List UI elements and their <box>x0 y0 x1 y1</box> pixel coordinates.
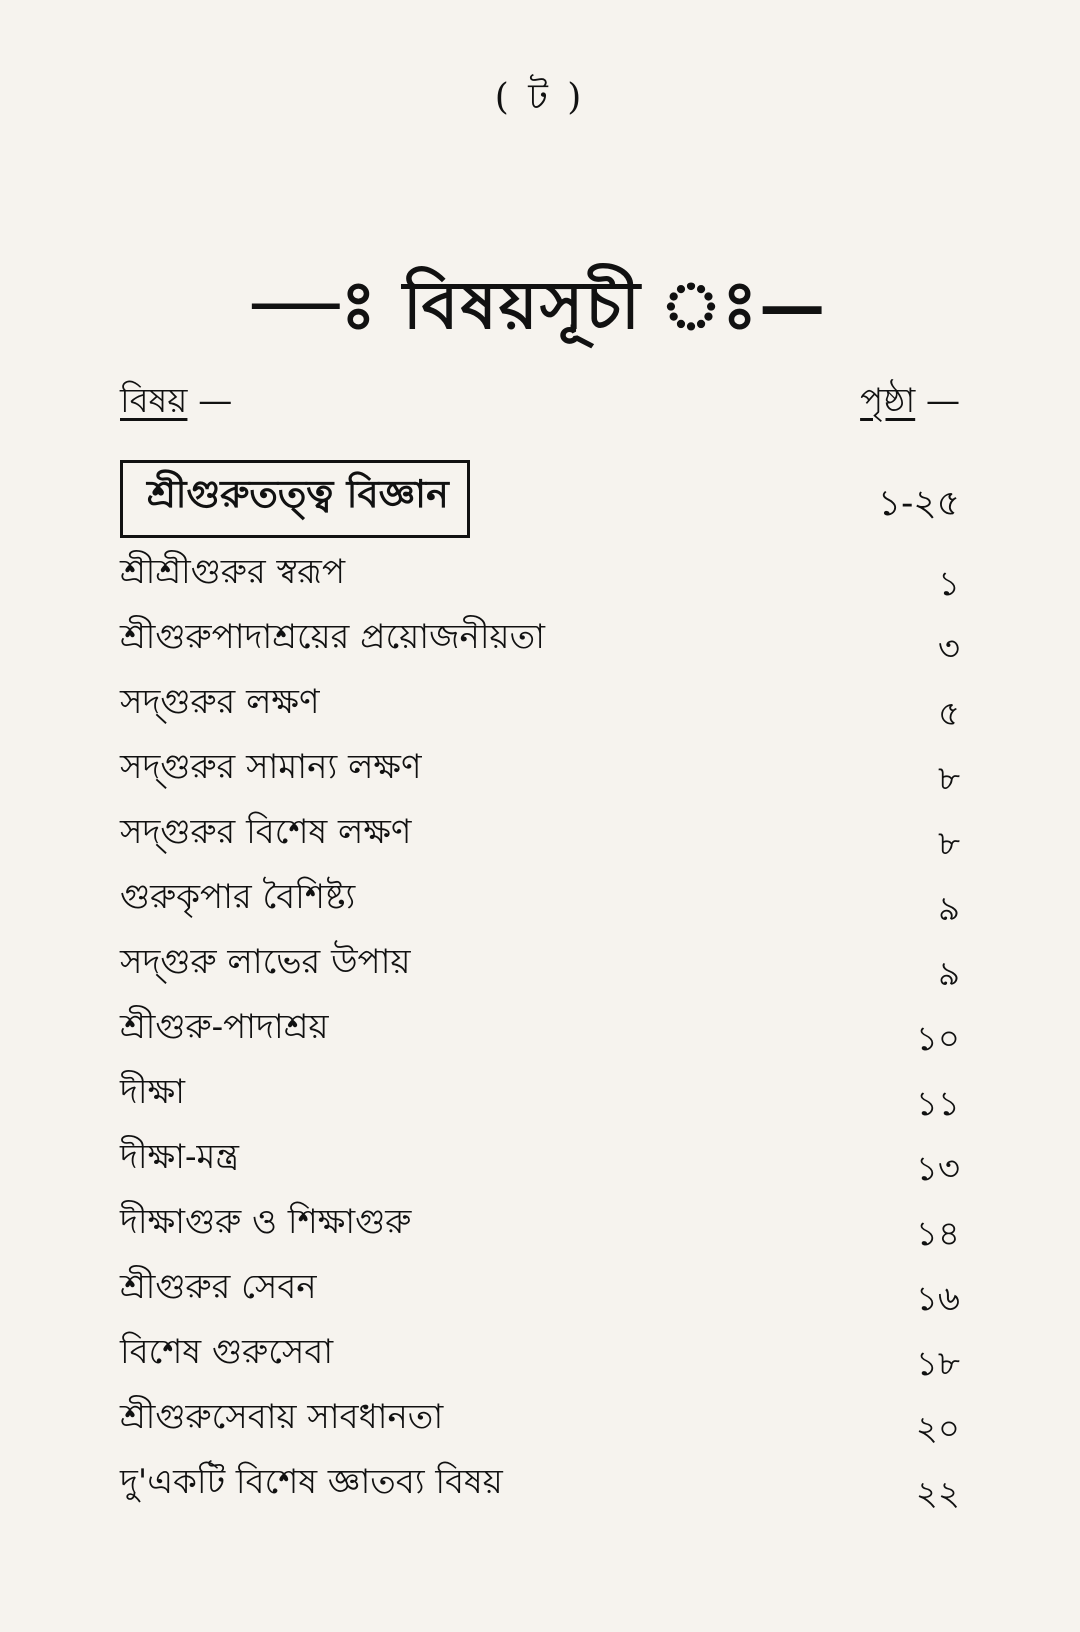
toc-entry-page: ১৩ <box>915 1149 960 1189</box>
page-column-header <box>860 375 960 432</box>
toc-entry <box>120 930 960 995</box>
toc-entry-page: ১১ <box>915 1084 960 1124</box>
toc-entry <box>120 800 960 865</box>
toc-entry-page: ৯ <box>937 954 960 994</box>
toc-entry-page: ৮ <box>937 759 960 799</box>
toc-entry-title: সদ্‌গুরু লাভের উপায় <box>120 942 411 982</box>
toc-entry <box>120 1320 960 1385</box>
toc-entry <box>120 605 960 670</box>
toc-entry <box>120 670 960 735</box>
toc-entry-title: সদ্‌গুরুর বিশেষ লক্ষণ <box>120 812 412 852</box>
section-heading-row <box>120 460 960 524</box>
toc-entry <box>120 540 960 605</box>
section-title: শ্রীগুরুতত্ত্ব বিজ্ঞান <box>120 460 470 538</box>
toc-entry-title: দীক্ষা <box>120 1072 185 1112</box>
toc-entry-page: ২২ <box>915 1474 960 1514</box>
section-page-range: ১-২৫ <box>877 483 960 524</box>
toc-entry-page: ১৬ <box>915 1279 960 1319</box>
toc-entry <box>120 1385 960 1450</box>
subject-label: বিষয় <box>120 381 188 421</box>
toc-entry <box>120 995 960 1060</box>
toc-entry-page: ৩ <box>937 629 960 669</box>
toc-entry <box>120 1060 960 1125</box>
toc-entry <box>120 735 960 800</box>
subject-column-header <box>120 375 232 432</box>
toc-list <box>120 540 960 1515</box>
toc-entry <box>120 1450 960 1515</box>
page-label: পৃষ্ঠা <box>860 381 916 421</box>
toc-entry-title: শ্রীশ্রীগুরুর স্বরূপ <box>120 552 346 592</box>
toc-entry-title: দু'একটি বিশেষ জ্ঞাতব্য বিষয় <box>120 1462 503 1502</box>
page-dash: — <box>915 381 960 421</box>
toc-entry-title: গুরুকৃপার বৈশিষ্ট্য <box>120 877 356 917</box>
toc-entry <box>120 865 960 930</box>
toc-entry-page: ১৮ <box>915 1344 960 1384</box>
toc-header <box>120 375 960 425</box>
subject-dash: — <box>187 381 233 421</box>
toc-entry <box>120 1125 960 1190</box>
toc-entry-page: ৯ <box>937 889 960 929</box>
page-number: ( ট ) <box>494 77 586 118</box>
toc-entry-page: ১৪ <box>915 1214 960 1254</box>
toc-entry-title: সদ্‌গুরুর লক্ষণ <box>120 682 320 722</box>
toc-entry-title: সদ্‌গুরুর সামান্য লক্ষণ <box>120 747 422 787</box>
toc-entry <box>120 1255 960 1320</box>
page-title: —ঃ বিষয়সূচী ঃ— <box>252 266 828 344</box>
toc-entry-title: শ্রীগুরু-পাদাশ্রয় <box>120 1007 329 1047</box>
toc-entry-title: দীক্ষাগুরু ও শিক্ষাগুরু <box>120 1202 412 1242</box>
toc-entry-page: ৫ <box>937 694 960 734</box>
toc-entry-title: শ্রীগুরুর সেবন <box>120 1267 317 1307</box>
toc-entry-title: শ্রীগুরুপাদাশ্রয়ের প্রয়োজনীয়তা <box>120 617 545 657</box>
toc-entry-page: ১০ <box>915 1019 960 1059</box>
toc-entry-page: ২০ <box>915 1409 960 1449</box>
toc-entry-title: বিশেষ গুরুসেবা <box>120 1332 334 1372</box>
toc-entry <box>120 1190 960 1255</box>
toc-entry-page: ১ <box>937 564 960 604</box>
toc-entry-title: শ্রীগুরুসেবায় সাবধানতা <box>120 1397 444 1437</box>
toc-entry-page: ৮ <box>937 824 960 864</box>
toc-entry-title: দীক্ষা-মন্ত্র <box>120 1137 239 1177</box>
